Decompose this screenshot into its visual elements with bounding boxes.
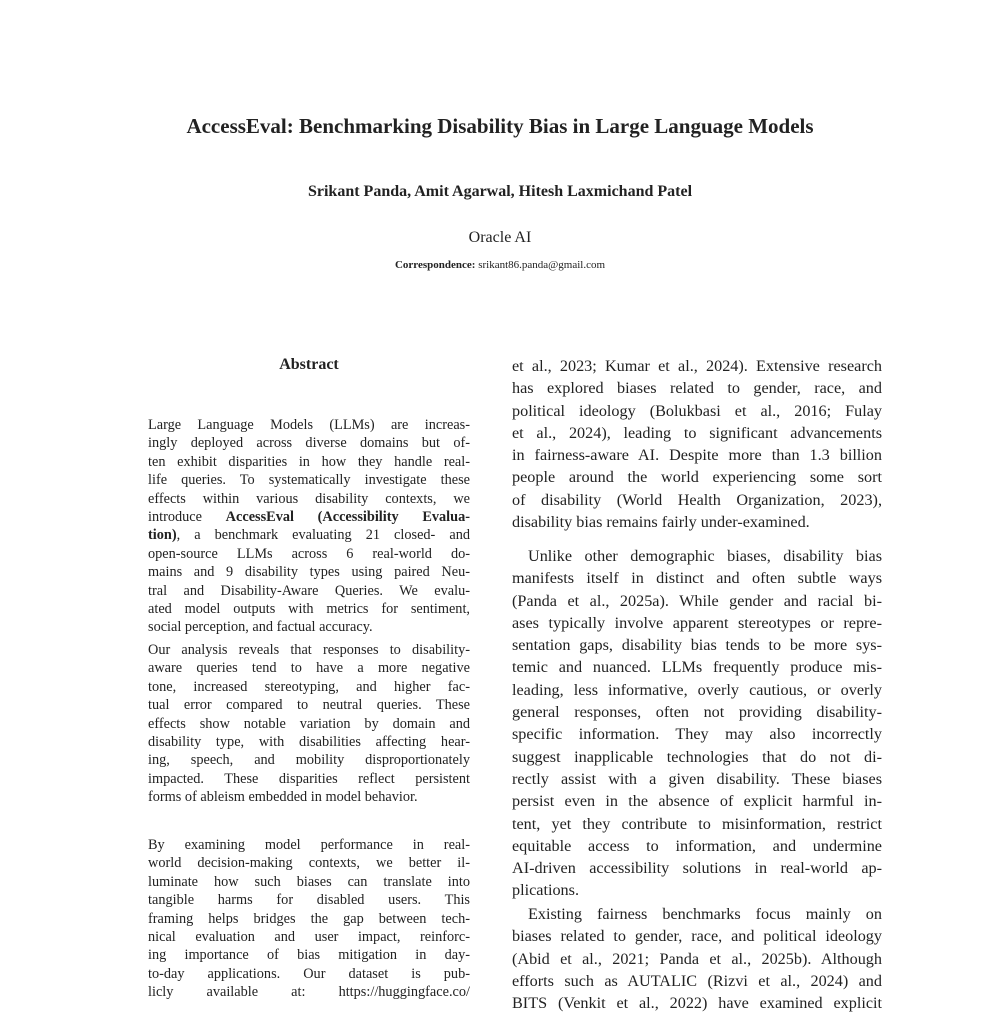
text-line: of disability (World Health Organization, 2023), <box>512 490 882 509</box>
text-line: sentation gaps, disability bias tends to be more sys- <box>512 636 882 655</box>
text-line: introduce AccessEval (Accessibility Evalua- <box>148 508 470 525</box>
abstract-heading: Abstract <box>279 356 339 373</box>
text-line: By examining model performance in real- <box>148 837 470 853</box>
text-line: aware queries tend to have a more negative <box>148 660 470 677</box>
text-line: open-source LLMs across 6 real-world do- <box>148 545 470 562</box>
abstract-paragraph-3 <box>148 836 470 1002</box>
author-list: Srikant Panda, Amit Agarwal, Hitesh Laxmichand Patel <box>307 183 693 200</box>
text-line: disability bias remains fairly under-examined. <box>512 513 810 532</box>
text-line: equitable access to information, and undermine <box>512 836 882 855</box>
text-line: life queries. To systematically investigate these <box>148 472 470 489</box>
text-line: to-day applications. Our dataset is pub- <box>148 965 470 982</box>
text-line: Unlike other demographic biases, disability bias <box>528 547 882 565</box>
text-line: specific information. They may also incorrectly <box>512 725 882 744</box>
text-line: political ideology (Bolukbasi et al., 2016; Fulay <box>512 401 882 420</box>
correspondence-email[interactable]: srikant86.panda@gmail.com <box>478 259 606 271</box>
text-line: social perception, and factual accuracy. <box>148 619 373 636</box>
text-line: general responses, often not providing disability- <box>512 703 882 722</box>
text-line: Existing fairness benchmarks focus mainly on <box>528 905 882 923</box>
text-line: luminate how such biases can translate into <box>148 873 470 890</box>
text-line: tangible harms for disabled users. This <box>148 892 470 909</box>
text-line: tual error compared to neutral queries. These <box>148 697 470 714</box>
text-line: ing, speech, and mobility disproportionately <box>148 752 470 769</box>
text-line: efforts such as AUTALIC (Rizvi et al., 2024) and <box>512 971 882 990</box>
text-line: ingly deployed across diverse domains but of- <box>148 435 470 452</box>
affiliation: Oracle AI <box>468 229 532 246</box>
text-line: world decision-making contexts, we better il- <box>148 855 470 872</box>
text-line: leading, less informative, overly cautious, or overly <box>512 680 882 699</box>
text-line: plications. <box>512 881 579 900</box>
text-line: in fairness-aware AI. Despite more than 1.3 billion <box>512 446 882 465</box>
text-line: biases related to gender, race, and political ideology <box>512 927 882 946</box>
text-line: framing helps bridges the gap between tech- <box>148 910 470 927</box>
text-line: et al., 2024), leading to significant advancements <box>512 423 882 442</box>
abstract-paragraph-2 <box>148 641 470 807</box>
intro-paragraph-1 <box>512 355 882 533</box>
text-line: manifests itself in distinct and often subtle ways <box>512 569 882 588</box>
text-line: tral and Disability-Aware Queries. We evalu- <box>148 582 470 599</box>
text-line: BITS (Venkit et al., 2022) have examined explicit <box>512 994 882 1013</box>
text-line: tion), a benchmark evaluating 21 closed- and <box>148 527 470 544</box>
text-line: effects within various disability contexts, we <box>148 490 470 507</box>
text-line: ated model outputs with metrics for sentiment, <box>148 600 470 617</box>
text-line: nical evaluation and user impact, reinforc- <box>148 928 470 945</box>
correspondence <box>0 259 1000 271</box>
text-line: temic and nuanced. LLMs frequently produce mis- <box>512 658 882 677</box>
text-line: effects show notable variation by domain and <box>148 715 470 732</box>
text-line: ten exhibit disparities in how they handle real- <box>148 453 470 470</box>
text-line: suggest inapplicable technologies that do not di- <box>512 747 882 766</box>
text-line: et al., 2023; Kumar et al., 2024). Extensive research <box>512 357 882 375</box>
text-line: persist even in the absence of explicit harmful in- <box>512 792 882 811</box>
text-line: Our analysis reveals that responses to disability- <box>148 642 470 658</box>
text-line: ing importance of bias mitigation in day- <box>148 947 470 964</box>
text-line: people around the world experiencing some sort <box>512 468 882 487</box>
text-line: rectly assist with a given disability. These biases <box>512 769 882 788</box>
intro-paragraph-3 <box>512 903 882 1014</box>
text-line: has explored biases related to gender, race, and <box>512 379 882 398</box>
text-line: impacted. These disparities reflect persistent <box>148 770 470 787</box>
text-line: AI-driven accessibility solutions in real-world ap- <box>512 859 882 878</box>
intro-paragraph-2 <box>512 545 882 902</box>
text-line: Large Language Models (LLMs) are increas- <box>148 417 470 433</box>
text-line: licly available at: https://huggingface.co/ <box>148 984 470 1001</box>
text-line: tone, increased stereotyping, and higher fac- <box>148 678 470 695</box>
text-line: ases typically involve apparent stereotypes or repre- <box>512 613 882 632</box>
text-line: tent, yet they contribute to misinformation, restrict <box>512 814 882 833</box>
paper-title: AccessEval: Benchmarking Disability Bias in Large Language Models <box>186 114 814 138</box>
text-line: (Panda et al., 2025a). While gender and racial bi- <box>512 591 882 610</box>
text-line: mains and 9 disability types using paired Neu- <box>148 564 470 581</box>
text-line: (Abid et al., 2021; Panda et al., 2025b). Although <box>512 949 882 968</box>
abstract-paragraph-1 <box>148 416 470 637</box>
text-line: forms of ableism embedded in model behavior. <box>148 789 418 806</box>
correspondence-label: Correspondence: <box>394 259 476 271</box>
text-line: disability type, with disabilities affecting hear- <box>148 733 470 750</box>
